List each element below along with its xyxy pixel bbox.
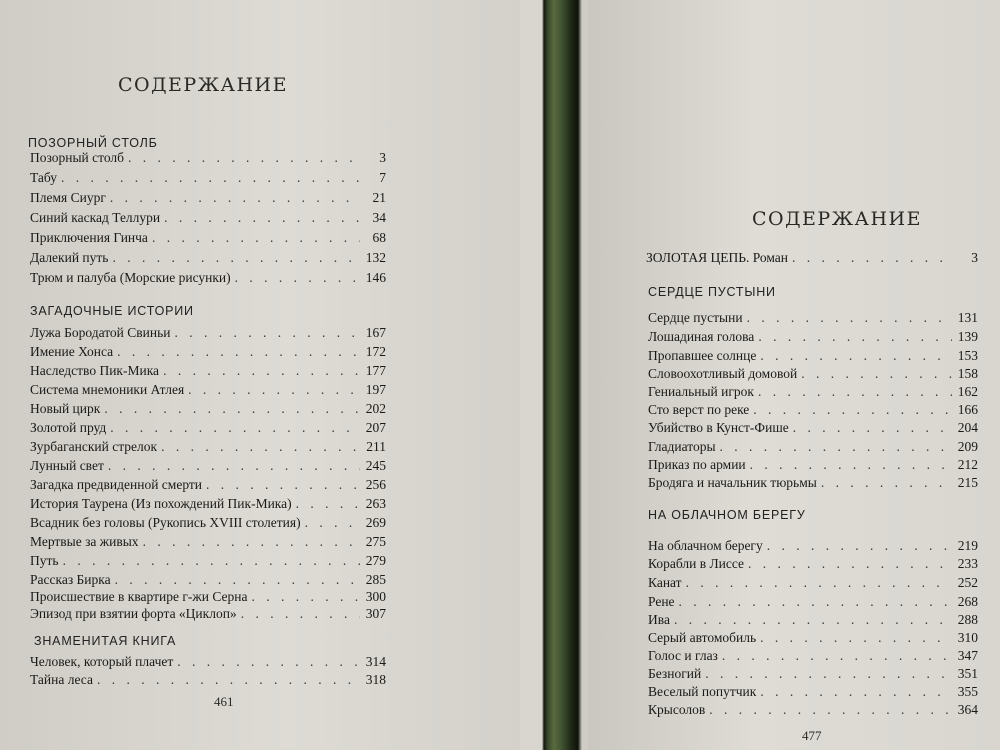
entry-title: Голос и глаз <box>648 648 718 663</box>
leader-dots <box>679 594 952 610</box>
toc-entry <box>30 420 386 436</box>
leader-dots <box>61 170 360 186</box>
entry-title: Табу <box>30 170 58 185</box>
leader-dots <box>161 439 360 455</box>
entry-page: 347 <box>957 648 978 663</box>
entry-page: 153 <box>957 348 978 363</box>
leader-dots <box>175 325 361 341</box>
right-page <box>588 0 1000 750</box>
toc-entry <box>30 606 386 622</box>
leader-dots <box>747 310 952 326</box>
entry-page: 285 <box>365 572 386 587</box>
toc-entry <box>648 329 978 345</box>
entry-page: 288 <box>957 612 978 627</box>
entry-page: 146 <box>365 270 386 285</box>
leader-dots <box>164 210 360 226</box>
section-title: ЗНАМЕНИТАЯ КНИГА <box>34 634 177 648</box>
entry-page: 307 <box>365 606 386 621</box>
leader-dots <box>206 477 360 493</box>
entry-title: Синий каскад Теллури <box>30 210 161 225</box>
leader-dots <box>177 654 360 670</box>
entry-title: Тайна леса <box>30 672 93 687</box>
entry-title: Золотой пруд <box>30 420 107 435</box>
toc-entry <box>648 630 978 646</box>
entry-page: 279 <box>365 553 386 568</box>
entry-title: Происшествие в квартире г-жи Серна <box>30 589 248 604</box>
book-spine <box>520 0 588 750</box>
toc-entry <box>648 684 978 700</box>
toc-entry <box>648 402 978 418</box>
leader-dots <box>720 439 952 455</box>
leader-dots <box>801 366 952 382</box>
leader-dots <box>296 496 360 512</box>
entry-title: Лунный свет <box>30 458 104 473</box>
toc-entry <box>30 589 386 605</box>
leader-dots <box>108 458 360 474</box>
leader-dots <box>188 382 360 398</box>
leader-dots <box>758 329 952 345</box>
leader-dots <box>748 556 952 572</box>
toc-entry <box>648 612 978 628</box>
left-page-heading: СОДЕРЖАНИЕ <box>118 74 288 96</box>
entry-page: 233 <box>957 556 978 571</box>
entry-page: 215 <box>957 475 978 490</box>
leader-dots <box>143 534 360 550</box>
entry-page: 219 <box>957 538 978 553</box>
entry-page: 245 <box>365 458 386 473</box>
toc-entry <box>30 553 386 569</box>
entry-page: 158 <box>957 366 978 381</box>
leader-dots <box>163 363 360 379</box>
toc-entry <box>646 250 978 266</box>
toc-entry <box>30 382 386 398</box>
toc-entry <box>30 150 386 166</box>
entry-title: Путь <box>30 553 59 568</box>
entry-title: Племя Сиург <box>30 190 106 205</box>
entry-page: 7 <box>379 170 386 185</box>
toc-entry <box>30 477 386 493</box>
leader-dots <box>241 606 360 622</box>
entry-page: 167 <box>365 325 386 340</box>
leader-dots <box>63 553 360 569</box>
leader-dots <box>767 538 952 554</box>
toc-entry <box>30 250 386 266</box>
toc-entry <box>30 515 386 531</box>
leader-dots <box>110 190 360 206</box>
entry-title: История Таурена (Из похождений Пик-Мика) <box>30 496 292 511</box>
toc-entry <box>648 475 978 491</box>
entry-page: 310 <box>957 630 978 645</box>
entry-title: Безногий <box>648 666 702 681</box>
entry-title: Трюм и палуба (Морские рисунки) <box>30 270 231 285</box>
leader-dots <box>753 402 952 418</box>
entry-title: Сто верст по реке <box>648 402 750 417</box>
toc-entry <box>30 344 386 360</box>
entry-title: Приказ по армии <box>648 457 746 472</box>
entry-title: Рассказ Бирка <box>30 572 111 587</box>
toc-entry <box>30 325 386 341</box>
entry-page: 364 <box>957 702 978 717</box>
leader-dots <box>251 589 360 605</box>
toc-entry <box>648 556 978 572</box>
leader-dots <box>821 475 952 491</box>
entry-page: 132 <box>365 250 386 265</box>
toc-entry <box>648 310 978 326</box>
entry-title: Зурбаганский стрелок <box>30 439 158 454</box>
entry-title: Убийство в Кунст-Фише <box>648 420 789 435</box>
entry-page: 351 <box>957 666 978 681</box>
entry-page: 177 <box>365 363 386 378</box>
entry-page: 166 <box>957 402 978 417</box>
leader-dots <box>758 384 952 400</box>
entry-page: 162 <box>957 384 978 399</box>
entry-page: 34 <box>372 210 386 225</box>
entry-page: 256 <box>365 477 386 492</box>
entry-page: 3 <box>379 150 386 165</box>
entry-title: Бродяга и начальник тюрьмы <box>648 475 817 490</box>
leader-dots <box>760 630 952 646</box>
entry-page: 197 <box>365 382 386 397</box>
entry-title: ЗОЛОТАЯ ЦЕПЬ. Роман <box>646 250 789 265</box>
entry-page: 268 <box>957 594 978 609</box>
entry-page: 275 <box>365 534 386 549</box>
leader-dots <box>110 420 360 436</box>
entry-title: Пропавшее солнце <box>648 348 757 363</box>
entry-title: Мертвые за живых <box>30 534 139 549</box>
leader-dots <box>152 230 360 246</box>
entry-title: Крысолов <box>648 702 706 717</box>
entry-title: Корабли в Лиссе <box>648 556 744 571</box>
toc-entry <box>30 572 386 588</box>
leader-dots <box>112 250 360 266</box>
toc-entry <box>30 401 386 417</box>
entry-page: 252 <box>957 575 978 590</box>
toc-entry <box>648 439 978 455</box>
entry-title: Серый автомобиль <box>648 630 757 645</box>
entry-title: Лужа Бородатой Свиньи <box>30 325 171 340</box>
entry-page: 209 <box>957 439 978 454</box>
leader-dots <box>97 672 360 688</box>
entry-page: 318 <box>365 672 386 687</box>
toc-entry <box>648 575 978 591</box>
section-title: НА ОБЛАЧНОМ БЕРЕГУ <box>648 508 806 522</box>
entry-title: Система мнемоники Атлея <box>30 382 185 397</box>
toc-entry <box>648 348 978 364</box>
toc-entry <box>648 666 978 682</box>
toc-entry <box>30 654 386 670</box>
page-number: 461 <box>214 694 234 709</box>
toc-entry <box>30 439 386 455</box>
entry-title: Рене <box>648 594 675 609</box>
entry-page: 204 <box>957 420 978 435</box>
entry-title: Позорный столб <box>30 150 125 165</box>
toc-entry <box>648 702 978 718</box>
toc-entry <box>648 420 978 436</box>
entry-title: Имение Хонса <box>30 344 114 359</box>
toc-entry <box>648 648 978 664</box>
entry-title: Всадник без головы (Рукопись XVIII столетия) <box>30 515 301 530</box>
entry-page: 269 <box>365 515 386 530</box>
entry-title: Приключения Гинча <box>30 230 148 245</box>
toc-entry <box>30 672 386 688</box>
entry-page: 263 <box>365 496 386 511</box>
leader-dots <box>686 575 952 591</box>
leader-dots <box>115 572 360 588</box>
leader-dots <box>705 666 952 682</box>
entry-title: Человек, который плачет <box>30 654 174 669</box>
entry-page: 68 <box>372 230 386 245</box>
toc-entry <box>648 366 978 382</box>
entry-page: 355 <box>957 684 978 699</box>
entry-page: 212 <box>957 457 978 472</box>
entry-page: 207 <box>365 420 386 435</box>
entry-title: Далекий путь <box>30 250 109 265</box>
entry-page: 300 <box>365 589 386 604</box>
leader-dots <box>235 270 360 286</box>
leader-dots <box>674 612 952 628</box>
entry-title: Загадка предвиденной смерти <box>30 477 203 492</box>
toc-entry <box>30 190 386 206</box>
leader-dots <box>722 648 952 664</box>
leader-dots <box>760 348 952 364</box>
toc-entry <box>648 457 978 473</box>
section-title: ПОЗОРНЫЙ СТОЛБ <box>28 136 158 150</box>
leader-dots <box>117 344 360 360</box>
toc-entry <box>30 170 386 186</box>
entry-page: 172 <box>365 344 386 359</box>
entry-page: 21 <box>372 190 386 205</box>
entry-page: 314 <box>365 654 386 669</box>
toc-entry <box>30 458 386 474</box>
entry-title: На облачном берегу <box>648 538 763 553</box>
entry-title: Гладиаторы <box>648 439 716 454</box>
entry-title: Канат <box>648 575 682 590</box>
entry-title: Веселый попутчик <box>648 684 757 699</box>
leader-dots <box>128 150 360 166</box>
leader-dots <box>709 702 952 718</box>
entry-page: 3 <box>971 250 978 265</box>
toc-entry <box>30 270 386 286</box>
leader-dots <box>104 401 360 417</box>
section-title: СЕРДЦЕ ПУСТЫНИ <box>648 285 776 299</box>
entry-title: Лошадиная голова <box>648 329 755 344</box>
entry-title: Сердце пустыни <box>648 310 743 325</box>
leader-dots <box>792 250 952 266</box>
toc-entry <box>30 496 386 512</box>
leader-dots <box>750 457 952 473</box>
entry-page: 139 <box>957 329 978 344</box>
page-number: 477 <box>802 728 822 743</box>
toc-entry <box>30 363 386 379</box>
entry-page: 131 <box>957 310 978 325</box>
right-page-heading: СОДЕРЖАНИЕ <box>752 208 922 230</box>
leader-dots <box>760 684 952 700</box>
entry-page: 211 <box>366 439 386 454</box>
entry-title: Гениальный игрок <box>648 384 754 399</box>
leader-dots <box>305 515 360 531</box>
toc-entry <box>648 384 978 400</box>
toc-entry <box>648 594 978 610</box>
entry-title: Новый цирк <box>30 401 101 416</box>
leader-dots <box>793 420 952 436</box>
toc-entry <box>30 230 386 246</box>
entry-title: Наследство Пик-Мика <box>30 363 160 378</box>
entry-title: Словоохотливый домовой <box>648 366 798 381</box>
entry-title: Ива <box>648 612 670 627</box>
toc-entry <box>648 538 978 554</box>
toc-entry <box>30 534 386 550</box>
entry-page: 202 <box>365 401 386 416</box>
section-title: ЗАГАДОЧНЫЕ ИСТОРИИ <box>30 304 194 318</box>
entry-title: Эпизод при взятии форта «Циклоп» <box>30 606 237 621</box>
toc-entry <box>30 210 386 226</box>
